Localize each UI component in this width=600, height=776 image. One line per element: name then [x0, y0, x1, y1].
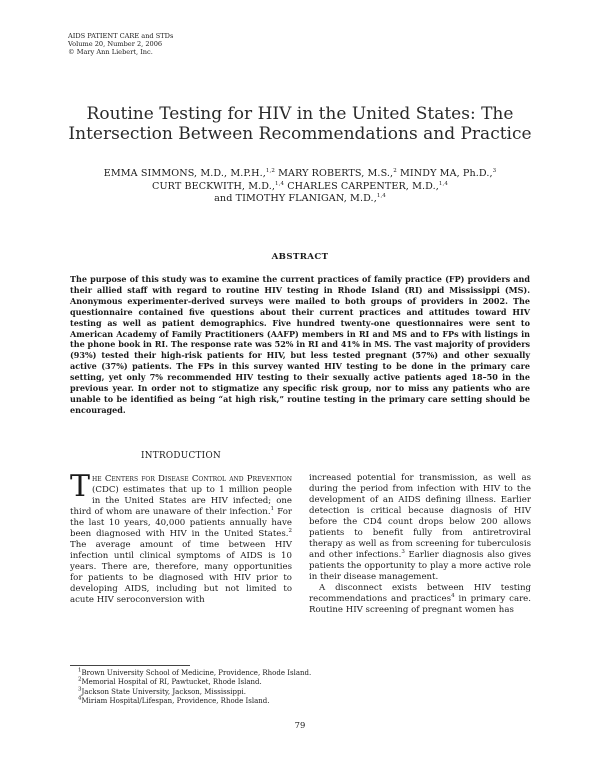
footnote-divider: [70, 665, 190, 666]
drop-cap: T: [70, 469, 91, 504]
citation-mark: 3: [401, 549, 405, 556]
introduction-paragraph-2: [309, 583, 531, 616]
intro-text: Earlier diagnosis also gives patients the opportunity to play a more active role in their disease management.: [309, 550, 531, 582]
author-mindy-ma: MINDY MA, Ph.D.,: [396, 168, 493, 179]
author-charles-carpenter: CHARLES CARPENTER, M.D.,: [284, 180, 439, 192]
citation-mark: 2: [288, 528, 292, 535]
intro-text: A disconnect exists between HIV testing recommendations and practices: [309, 583, 531, 604]
footnote: [78, 688, 311, 697]
introduction-paragraph-1: [70, 469, 292, 606]
author-line-3: [60, 193, 540, 206]
footnote-text: Brown University School of Medicine, Providence, Rhode Island.: [81, 669, 312, 677]
footnote-text: Memorial Hospital of RI, Pawtucket, Rhode Island.: [81, 678, 262, 687]
author-list: [60, 168, 540, 206]
footnote-mark: 4: [78, 695, 82, 702]
author-curt-beckwith: CURT BECKWITH, M.D.,: [152, 180, 276, 192]
introduction-heading: INTRODUCTION: [141, 451, 221, 461]
intro-text: (CDC) estimates that up to 1 million people in the United States are HIV infected; one third of whom are unaware of their infection.: [70, 485, 292, 517]
journal-name: AIDS PATIENT CARE and STDs: [68, 32, 174, 40]
journal-header: [68, 32, 173, 57]
author-line-1: [60, 168, 540, 181]
citation-mark: 4: [451, 593, 455, 600]
footnote-mark: 2: [78, 676, 82, 683]
footnote-text: Jackson State University, Jackson, Mississippi.: [81, 687, 246, 696]
footnote: [78, 678, 311, 687]
abstract-heading: ABSTRACT: [271, 252, 329, 262]
introduction-paragraph-1-continued: [309, 473, 531, 583]
footnote-text: Miriam Hospital/Lifespan, Providence, Rhode Island.: [81, 696, 270, 705]
journal-volume: Volume 20, Number 2, 2006: [68, 40, 163, 49]
author-mary-roberts: MARY ROBERTS, M.S.,: [274, 168, 394, 179]
intro-text: increased potential for transmission, as well as during the period from infection with HIV to the development of an AIDS defining illness. Earlier detection is critical because diagnosis of HIV before the CD4 count drops below 200 allows patients to benefit fully from antiretroviral therapy as well as from screening for tuberculosis and other infections.: [309, 473, 531, 560]
affiliation-mark: 1,4: [438, 180, 448, 187]
affiliation-footnotes: [78, 669, 311, 706]
column-right: [309, 473, 531, 616]
affiliation-mark: 1,2: [265, 167, 275, 174]
author-line-2: [60, 181, 540, 194]
footnote-mark: 1: [78, 667, 82, 674]
footnote-mark: 3: [78, 686, 82, 693]
article-title: Routine Testing for HIV in the United States: The Intersection Between Recommendations and Practice: [68, 104, 532, 144]
affiliation-mark: 1,4: [275, 180, 285, 187]
citation-mark: 1: [270, 506, 275, 513]
footnote: [78, 697, 311, 706]
author-timothy-flanigan: and TIMOTHY FLANIGAN, M.D.,: [214, 193, 377, 205]
affiliation-mark: 2: [393, 167, 397, 174]
footnote: [78, 669, 311, 678]
journal-copyright: © Mary Ann Liebert, Inc.: [68, 48, 153, 57]
column-left: [70, 451, 292, 606]
affiliation-mark: 3: [492, 167, 497, 174]
author-emma-simmons: EMMA SIMMONS, M.D., M.P.H.,: [103, 168, 266, 179]
page-number: 79: [294, 720, 306, 730]
intro-text: For the last 10 years, 40,000 patients annually have been diagnosed with HIV in the United States.: [70, 507, 292, 539]
intro-smallcaps: he Centers for Disease Control and Prevention: [92, 474, 292, 484]
intro-text: The average amount of time between HIV infection until clinical symptoms of AIDS is 10 years. There are, therefore, many opportunities for patients to be diagnosed with HIV prior to developing AIDS, including but not limited to acute HIV seroconversion with: [70, 540, 292, 605]
abstract-text: The purpose of this study was to examine the current practices of family practice (FP) providers and their allied staff with regard to routine HIV testing in Rhode Island (RI) and Mississippi (MS). Anonymous experimenter-derived surveys were mailed to both groups of providers in 2002. The questionnaire contained five questions about their current practices and attitudes toward HIV testing as well as patient demographics. Five hundred twenty-one questionnaires were sent to American Academy of Family Practitioners (AAFP) members in RI and MS and to FPs with listings in the phone book in RI. The response rate was 52% in RI and 41% in MS. The vast majority of providers (93%) tested their high-risk patients for HIV, but less tested pregnant (57%) and other sexually active (37%) patients. The FPs in this survey wanted HIV testing to be done in the primary care setting, yet only 7% recommended HIV testing to their sexually active patients aged 18–50 in the previous year. In order not to stigmatize any specific risk group, nor to miss any patients who are unable to be identified as being “at high risk,” routine testing in the primary care setting should be encouraged.: [70, 274, 530, 415]
intro-text: in primary care. Routine HIV screening of pregnant women has: [309, 594, 531, 615]
affiliation-mark: 1,4: [376, 193, 386, 199]
